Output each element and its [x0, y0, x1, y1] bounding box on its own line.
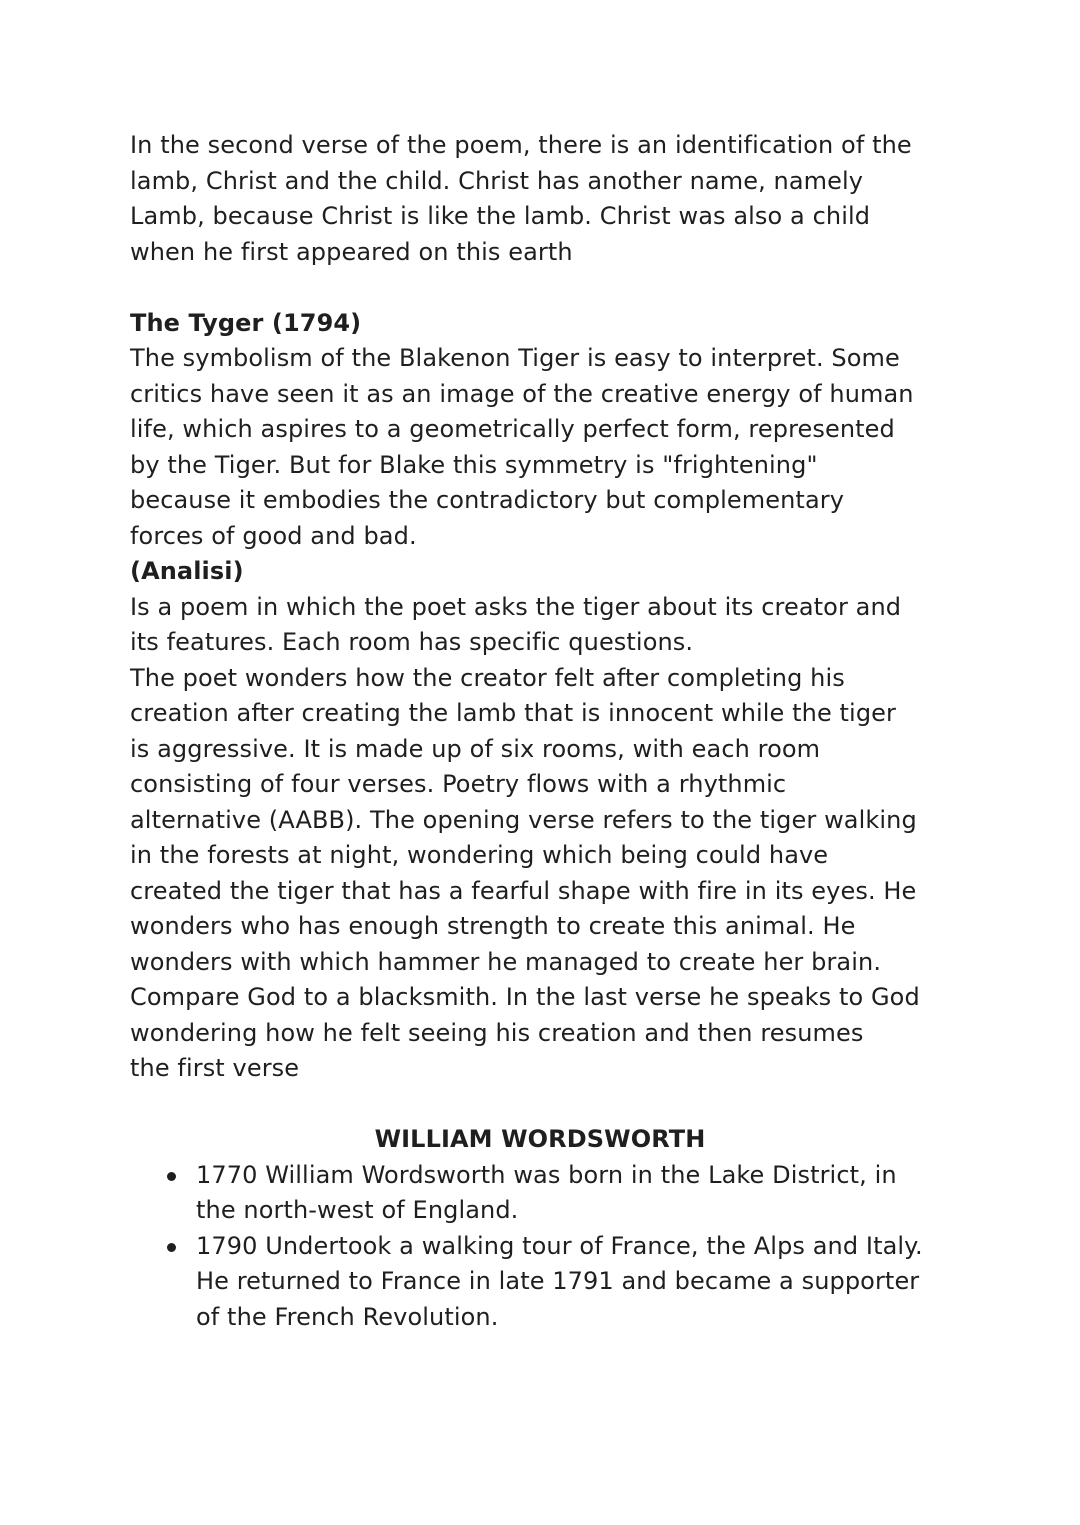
intro-line: when he first appeared on this earth — [130, 237, 573, 266]
intro-line: Lamb, because Christ is like the lamb. Christ was also a child — [130, 202, 871, 230]
tyger-line: forces of good and bad. — [130, 521, 417, 550]
tyger-heading: The Tyger (1794) — [130, 308, 362, 337]
bullet-icon — [167, 1243, 176, 1252]
tyger-line: by the Tiger. But for Blake this symmetry is "frightening" — [130, 450, 818, 479]
document-page — [130, 128, 960, 1335]
wordsworth-title: WILLIAM WORDSWORTH — [374, 1125, 706, 1153]
analisi-line: Is a poem in which the poet asks the tiger about its creator and — [130, 592, 902, 621]
bullet-line: of the French Revolution. — [196, 1302, 499, 1331]
bullet-line: 1790 Undertook a walking tour of France, the Alps and Italy. — [196, 1231, 923, 1260]
analisi-paragraph — [130, 590, 960, 1087]
analisi-line: consisting of four verses. Poetry flows with a rhythmic — [130, 770, 787, 798]
bullet-icon — [167, 1172, 176, 1181]
bullet-line: 1770 William Wordsworth was born in the Lake District, in — [196, 1160, 897, 1189]
tyger-line: The symbolism of the Blakenon Tiger is easy to interpret. Some — [130, 344, 900, 372]
intro-paragraph — [130, 128, 960, 270]
intro-line: In the second verse of the poem, there is an identification of the — [130, 131, 912, 159]
wordsworth-bullet-list — [130, 1158, 960, 1336]
analisi-line: in the forests at night, wondering which being could have — [130, 841, 829, 869]
tyger-line: life, which aspires to a geometrically perfect form, represented — [130, 415, 895, 443]
analisi-heading: (Analisi) — [130, 557, 244, 585]
intro-line: lamb, Christ and the child. Christ has another name, namely — [130, 166, 864, 195]
analisi-line: wondering how he felt seeing his creation and then resumes — [130, 1018, 864, 1047]
analisi-line: its features. Each room has specific questions. — [130, 628, 694, 656]
analisi-line: the first verse — [130, 1054, 300, 1082]
analisi-line: Compare God to a blacksmith. In the last verse he speaks to God — [130, 983, 920, 1011]
tyger-line: because it embodies the contradictory but complementary — [130, 486, 845, 514]
tyger-line: critics have seen it as an image of the creative energy of human — [130, 379, 914, 408]
tyger-paragraph — [130, 341, 960, 554]
analisi-line: alternative (AABB). The opening verse refers to the tiger walking — [130, 805, 917, 834]
analisi-line: created the tiger that has a fearful shape with fire in its eyes. He — [130, 876, 917, 905]
analisi-line: wonders who has enough strength to create this animal. He — [130, 912, 856, 940]
analisi-line: wonders with which hammer he managed to create her brain. — [130, 947, 882, 976]
list-item — [130, 1158, 960, 1229]
bullet-line: He returned to France in late 1791 and became a supporter — [196, 1267, 920, 1295]
analisi-line: is aggressive. It is made up of six rooms, with each room — [130, 734, 821, 763]
list-item — [130, 1229, 960, 1336]
analisi-line: The poet wonders how the creator felt after completing his — [130, 663, 845, 692]
bullet-line: the north-west of England. — [196, 1196, 519, 1224]
analisi-line: creation after creating the lamb that is innocent while the tiger — [130, 699, 896, 727]
